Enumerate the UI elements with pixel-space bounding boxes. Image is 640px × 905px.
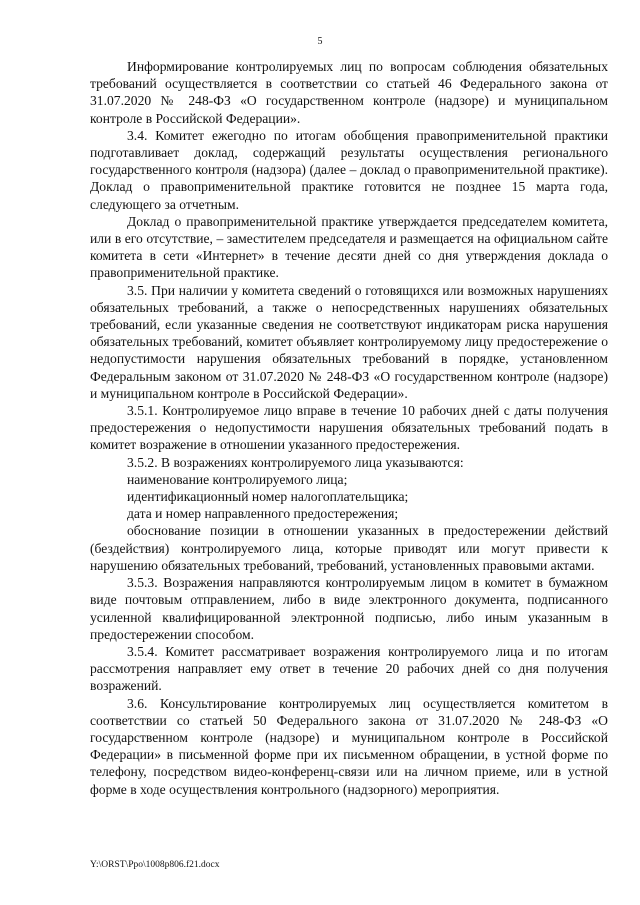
paragraph-3-4: 3.4. Комитет ежегодно по итогам обобщения правоприменительной практики подготавливает доклад, содержащий результаты осуществления регионального государственного контроля (надзора) (далее – доклад о правоприменительной практике). Доклад о правоприменительной практике готовится не позднее 15 марта года, следующего за отчетным. bbox=[90, 127, 608, 212]
document-body bbox=[90, 58, 608, 798]
paragraph-report-approval: Доклад о правоприменительной практике утверждается председателем комитета, или в его отсутствие, – заместителем председателя и размещается на официальном сайте комитета в сети «Интернет» в течение десяти дней со дня утверждения доклада о правоприменительной практике. bbox=[90, 213, 608, 281]
list-item-justification: обоснование позиции в отношении указанных в предостережении действий (бездействия) контролируемого лица, которые приводят или могут привести к нарушению обязательных требований, требований, установленных правовыми актами. bbox=[90, 523, 608, 573]
list-item-inn: идентификационный номер налогоплательщика; bbox=[127, 489, 409, 505]
paragraph-3-5-1: 3.5.1. Контролируемое лицо вправе в течение 10 рабочих дней с даты получения предостережения о недопустимости нарушения обязательных требований подать в комитет возражение в отношении указанного предостережения. bbox=[90, 403, 608, 453]
paragraph-3-5-4: 3.5.4. Комитет рассматривает возражения контролируемого лица и по итогам рассмотрения направляет ему ответ в течение 20 рабочих дней со дня получения возражений. bbox=[90, 643, 608, 694]
paragraph-3-6: 3.6. Консультирование контролируемых лиц осуществляется комитетом в соответствии со статьей 50 Федерального закона от 31.07.2020 № 248-ФЗ «О государственном контроле (надзоре) и муниципальном контроле в Российской Федерации» в письменной форме при их письменном обращении, в устной форме по телефону, посредством видео-конференц-связи или на личном приеме, или в устной форме в ходе осуществления контрольного (надзорного) мероприятия. bbox=[90, 695, 608, 797]
paragraph-informing: Информирование контролируемых лиц по вопросам соблюдения обязательных требований осуществляется в соответствии со статьей 46 Федерального закона от 31.07.2020 № 248-ФЗ «О государственном контроле (надзоре) и муниципальном контроле в Российской Федерации». bbox=[90, 59, 608, 126]
paragraph-3-5-2: 3.5.2. В возражениях контролируемого лица указываются: bbox=[127, 454, 464, 470]
page-number: 5 bbox=[317, 36, 323, 47]
paragraph-3-5-3: 3.5.3. Возражения направляются контролируемым лицом в комитет в бумажном виде почтовым отправлением, либо в виде электронного документа, подписанного усиленной квалифицированной электронной подписью, либо иным указанным в предостережении способом. bbox=[90, 575, 608, 642]
list-item-name: наименование контролируемого лица; bbox=[127, 471, 348, 487]
list-item-warning-date: дата и номер направленного предостережения; bbox=[127, 506, 399, 522]
paragraph-3-5: 3.5. При наличии у комитета сведений о готовящихся или возможных нарушениях обязательных требований, а также о непосредственных нарушениях обязательных требований, если указанные сведения не соответствуют индикаторам риска нарушения обязательных требований, комитет объявляет контролируемому лицу предостережение о недопустимости нарушения обязательных требований в порядке, установленном Федеральным законом от 31.07.2020 № 248-ФЗ «О государственном контроле (надзоре) и муниципальном контроле в Российской Федерации». bbox=[90, 282, 608, 401]
file-path-footer: Y:\ORST\Ppo\1008p806.f21.docx bbox=[90, 860, 220, 870]
